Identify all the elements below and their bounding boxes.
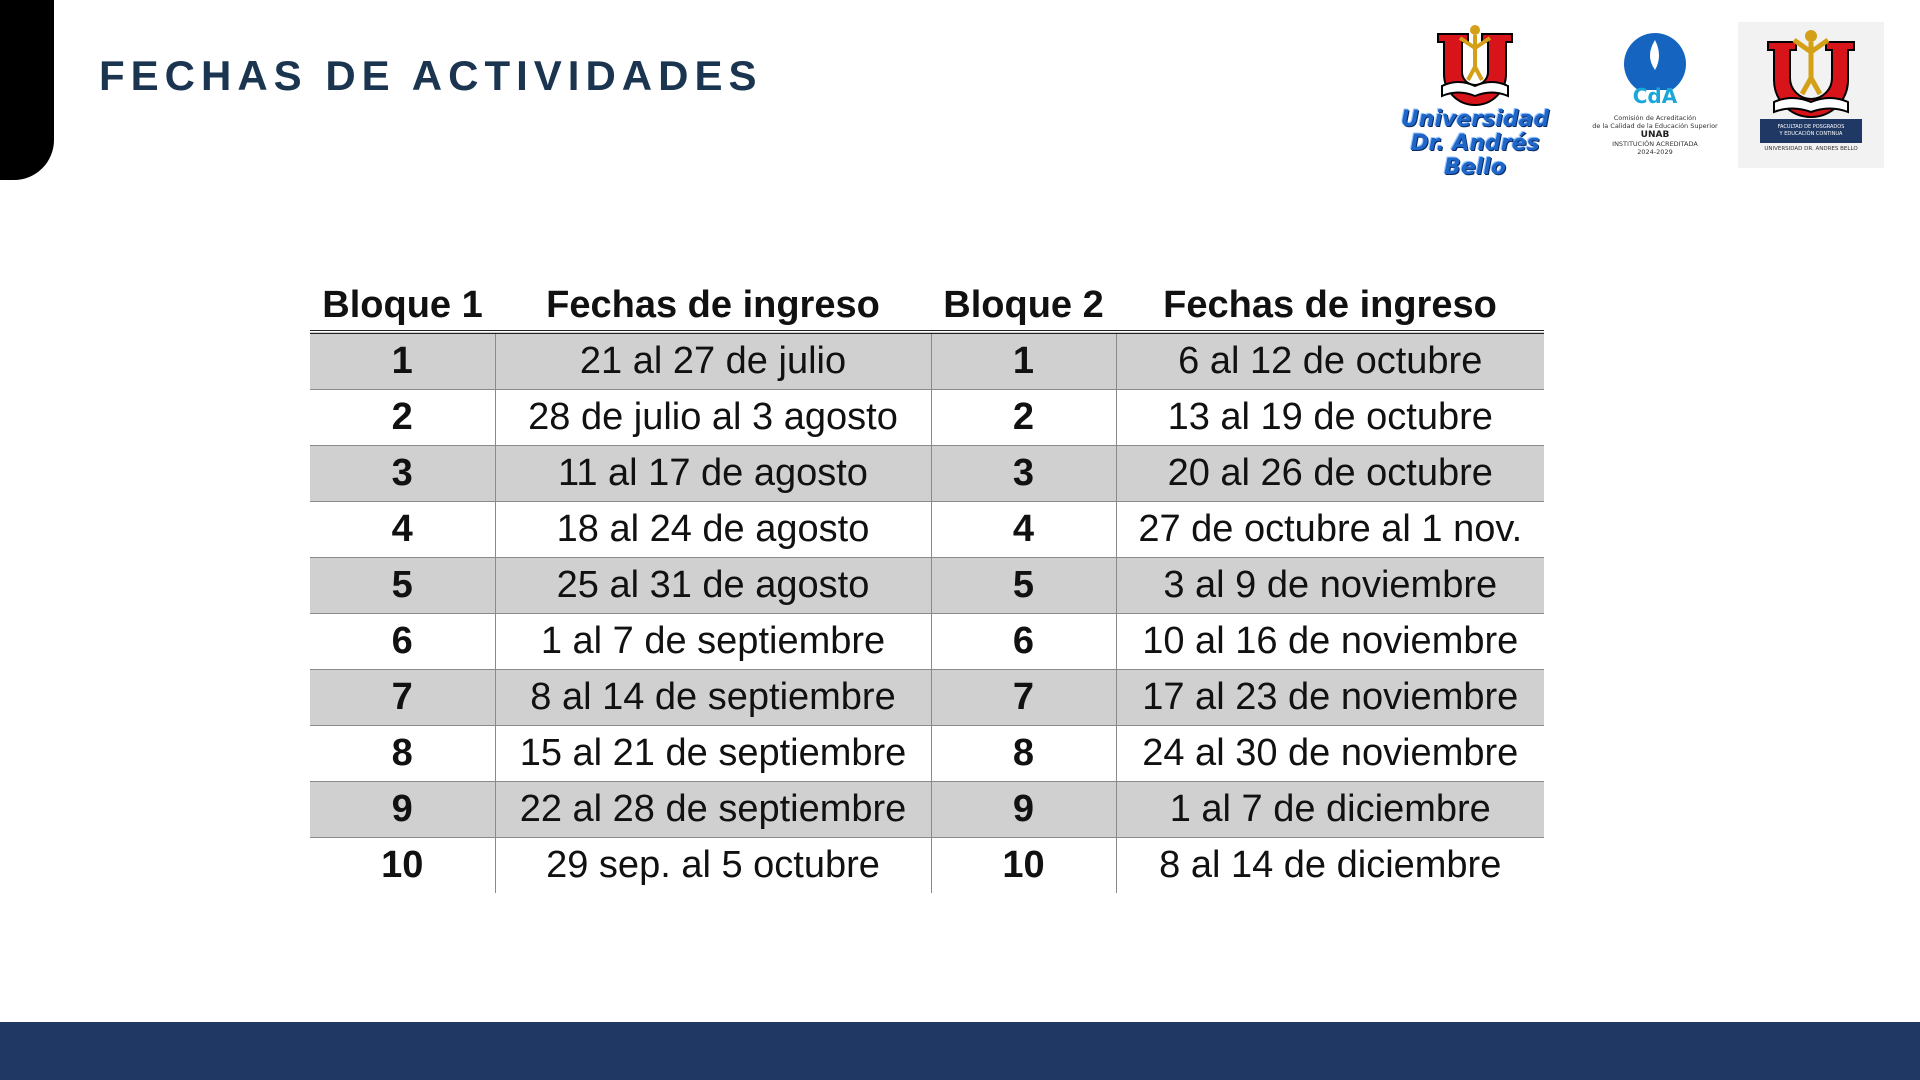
footer-bar — [0, 1022, 1920, 1080]
table-row — [310, 670, 1544, 726]
bloque-1-dates: 11 al 17 de agosto — [495, 446, 931, 502]
bloque-2-dates: 10 al 16 de noviembre — [1142, 620, 1519, 662]
bloque-1-dates: 28 de julio al 3 agosto — [495, 390, 931, 446]
bloque-2-number: 9 — [931, 782, 1116, 838]
table-row — [310, 446, 1544, 502]
table-header-row — [310, 280, 1544, 332]
bloque-1-number: 10 — [310, 838, 495, 894]
table-row — [310, 838, 1544, 894]
bloque-2-number: 3 — [931, 446, 1116, 502]
bloque-1-dates: 25 al 31 de agosto — [495, 558, 931, 614]
corner-decoration — [0, 0, 54, 180]
bloque-1-dates: 22 al 28 de septiembre — [495, 782, 931, 838]
table-row — [310, 390, 1544, 446]
bloque-2-dates: 8 al 14 de diciembre — [1159, 844, 1502, 886]
bloque-2-number: 7 — [931, 670, 1116, 726]
cna-line-5: 2024-2029 — [1637, 148, 1673, 156]
bloque-2-number: 6 — [931, 614, 1116, 670]
unab-logo — [1380, 20, 1570, 180]
bloque-2-dates: 17 al 23 de noviembre — [1116, 670, 1544, 726]
table-row — [310, 782, 1544, 838]
bloque-2-dates: 3 al 9 de noviembre — [1116, 558, 1544, 614]
bloque-1-number: 8 — [310, 726, 495, 782]
bloque-1-dates: 18 al 24 de agosto — [495, 502, 931, 558]
bloque-1-number: 2 — [310, 390, 495, 446]
page-title: FECHAS DE ACTIVIDADES — [99, 52, 763, 99]
bloque-2-number: 4 — [931, 502, 1116, 558]
cna-accreditation-logo — [1590, 28, 1720, 164]
bloque-2-number: 5 — [931, 558, 1116, 614]
unab-emblem-icon — [1380, 20, 1570, 106]
posgrado-emblem-icon — [1738, 22, 1884, 118]
bloque-2-dates: 13 al 19 de octubre — [1167, 396, 1493, 438]
posgrado-logo — [1738, 22, 1884, 168]
schedule-body — [310, 332, 1544, 893]
bloque-2-dates: 20 al 26 de octubre — [1116, 446, 1544, 502]
bloque-2-number: 2 — [931, 390, 1116, 446]
bloque-1-dates: 21 al 27 de julio — [495, 332, 931, 390]
bloque-2-dates: 27 de octubre al 1 nov. — [1138, 508, 1523, 550]
header-fechas-1: Fechas de ingreso — [495, 280, 931, 332]
cna-line-4: INSTITUCIÓN ACREDITADA — [1612, 140, 1698, 148]
bloque-1-dates: 1 al 7 de septiembre — [495, 614, 931, 670]
table-row — [310, 726, 1544, 782]
cna-line-2: de la Calidad de la Educación Superior — [1592, 122, 1718, 130]
bloque-2-number: 8 — [931, 726, 1116, 782]
bloque-1-number: 3 — [310, 446, 495, 502]
table-row — [310, 558, 1544, 614]
header-bloque-1: Bloque 1 — [310, 280, 495, 332]
table-row — [310, 332, 1544, 390]
header-bloque-2: Bloque 2 — [931, 280, 1116, 332]
table-row — [310, 614, 1544, 670]
bloque-1-number: 5 — [310, 558, 495, 614]
posgrado-band-line1: FACULTAD DE POSGRADOS — [1777, 124, 1845, 130]
bloque-1-number: 7 — [310, 670, 495, 726]
schedule-table — [310, 280, 1544, 893]
bloque-1-dates: 29 sep. al 5 octubre — [495, 838, 931, 894]
bloque-1-number: 1 — [310, 332, 495, 390]
bloque-1-dates: 8 al 14 de septiembre — [495, 670, 931, 726]
cna-mark: CdA — [1632, 84, 1678, 108]
unab-logo-line2: Dr. Andrés Bello — [1410, 131, 1540, 180]
bloque-1-number: 6 — [310, 614, 495, 670]
bloque-2-dates: 1 al 7 de diciembre — [1116, 782, 1544, 838]
bloque-2-dates: 6 al 12 de octubre — [1116, 332, 1544, 390]
unab-logo-line1: Universidad — [1400, 107, 1550, 132]
posgrado-footer: UNIVERSIDAD DR. ANDRES BELLO — [1764, 146, 1858, 152]
bloque-1-number: 9 — [310, 782, 495, 838]
bloque-2-number: 1 — [931, 332, 1116, 390]
cna-line-1: Comisión de Acreditación — [1613, 114, 1697, 122]
posgrado-band-line2: Y EDUCACIÓN CONTINUA — [1779, 131, 1843, 137]
header-fechas-2: Fechas de ingreso — [1116, 280, 1544, 332]
bloque-1-dates: 15 al 21 de septiembre — [495, 726, 931, 782]
table-row — [310, 502, 1544, 558]
bloque-2-number: 10 — [931, 838, 1116, 894]
posgrado-band — [1760, 119, 1862, 143]
bloque-1-number: 4 — [310, 502, 495, 558]
bloque-2-dates: 24 al 30 de noviembre — [1142, 732, 1519, 774]
cna-line-3: UNAB — [1640, 130, 1670, 140]
